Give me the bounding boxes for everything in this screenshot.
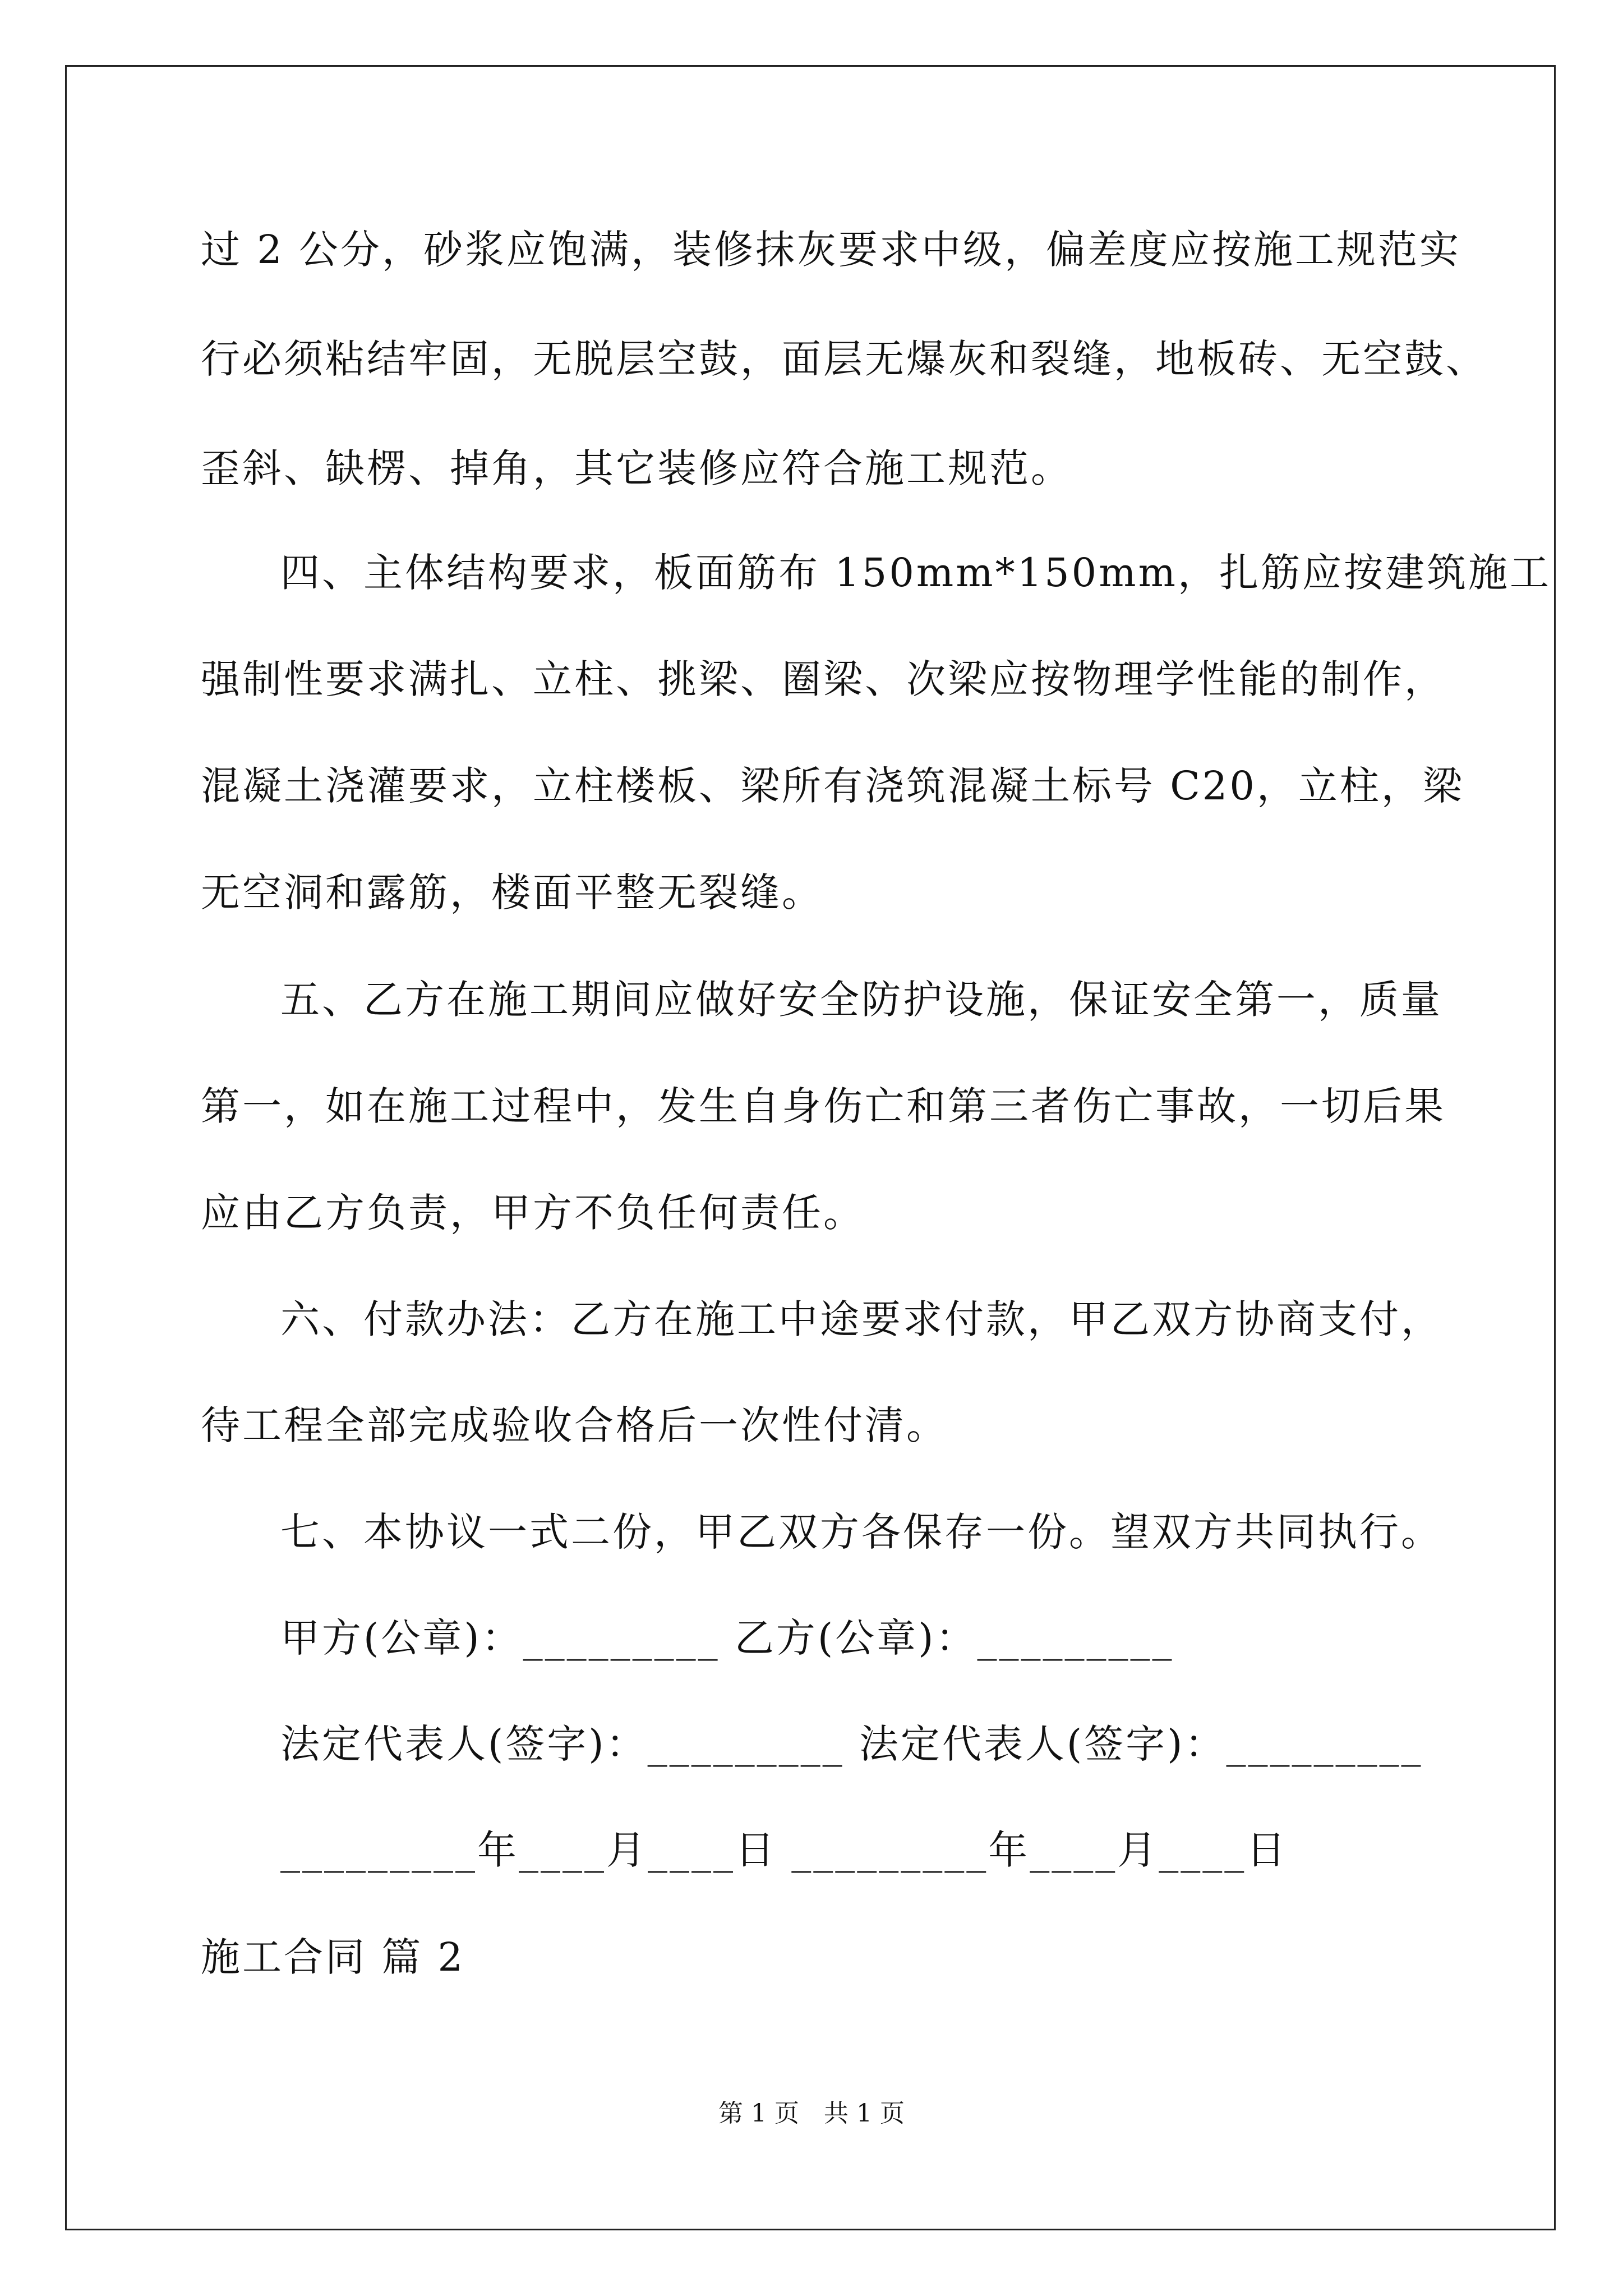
page-footer: 第 1 页 共 1 页 — [718, 2099, 905, 2128]
section-heading: 施工合同 篇 2 — [201, 1934, 465, 1980]
paragraph-line: 无空洞和露筋，楼面平整无裂缝。 — [201, 869, 823, 915]
paragraph-line: 待工程全部完成验收合格后一次性付清。 — [201, 1402, 948, 1448]
paragraph-line: 七、本协议一式二份，甲乙双方各保存一份。望双方共同执行。 — [280, 1509, 1442, 1555]
signature-line-seal: 甲方(公章)：_________ 乙方(公章)：_________ — [280, 1615, 1174, 1661]
paragraph-line: 歪斜、缺楞、掉角，其它装修应符合施工规范。 — [201, 445, 1072, 491]
paragraph-line: 行必须粘结牢固，无脱层空鼓，面层无爆灰和裂缝，地板砖、无空鼓、 — [201, 336, 1487, 382]
paragraph-line: 混凝土浇灌要求，立柱楼板、梁所有浇筑混凝土标号 C20，立柱，梁 — [201, 763, 1464, 809]
signature-line-representative: 法定代表人(签字)：_________ 法定代表人(签字)：_________ — [280, 1721, 1423, 1767]
paragraph-line: 过 2 公分，砂浆应饱满，装修抹灰要求中级，偏差度应按施工规范实 — [201, 227, 1461, 273]
paragraph-line: 应由乙方负责，甲方不负任何责任。 — [201, 1190, 865, 1236]
signature-line-date: _________年____月____日 _________年____月____日 — [280, 1827, 1288, 1873]
page-border — [65, 65, 1556, 2230]
paragraph-line: 四、主体结构要求，板面筋布 150mm*150mm，扎筋应按建筑施工 — [280, 550, 1551, 596]
paragraph-line: 六、付款办法：乙方在施工中途要求付款，甲乙双方协商支付， — [280, 1296, 1442, 1342]
paragraph-line: 第一，如在施工过程中，发生自身伤亡和第三者伤亡事故，一切后果 — [201, 1083, 1446, 1129]
paragraph-line: 强制性要求满扎、立柱、挑梁、圈梁、次梁应按物理学性能的制作， — [201, 656, 1446, 702]
paragraph-line: 五、乙方在施工期间应做好安全防护设施，保证安全第一，质量 — [280, 977, 1442, 1023]
